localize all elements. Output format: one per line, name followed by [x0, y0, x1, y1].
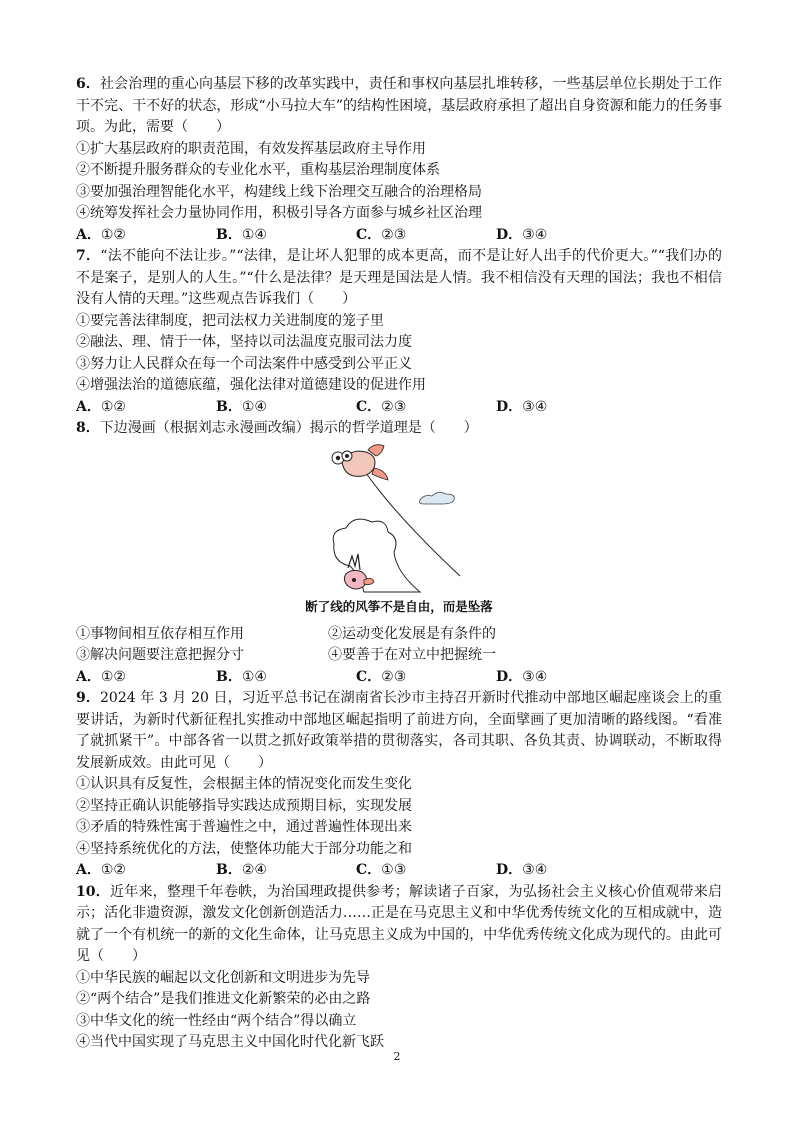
option-d[interactable]: D．③④ — [496, 398, 548, 415]
option-c[interactable]: C．②③ — [356, 226, 407, 243]
question-10-item-1: ①中华民族的崛起以文化创新和文明进步为先导 — [76, 969, 370, 986]
question-6-item-1: ①扩大基层政府的职责范围，有效发挥基层政府主导作用 — [76, 140, 426, 157]
question-8-item-1: ①事物间相互依存相互作用 — [76, 625, 244, 642]
question-7-item-4: ④增强法治的道德底蕴，强化法律对道德建设的促进作用 — [76, 377, 426, 393]
option-a[interactable]: A．①② — [76, 226, 126, 243]
question-7-item-3: ③努力让人民群众在每一个司法案件中感受到公平正义 — [76, 355, 412, 372]
question-7-item-2: ②融法、理、情于一体，坚持以司法温度克服司法力度 — [76, 334, 412, 350]
exam-page — [76, 74, 722, 1054]
question-10-text: 近年来，整理千年卷帙，为治国理政提供参考；解读诸子百家，为弘扬社会主义核心价值观带来启示；活化非遗资源，激发文化创新创造活力……正是在马克思主义和中华优秀传统文化的互相成就中，造就了一个有机统一的新的文化生命体，让马克思主义成为中国的，中华优秀传统文化成为现代的。由此可见（ ） — [76, 883, 723, 964]
question-8-text: 下边漫画（根据刘志永漫画改编）揭示的哲学道理是（ ） — [99, 420, 478, 436]
question-9-number: 9． — [76, 690, 100, 706]
option-b[interactable]: B．②④ — [216, 862, 267, 878]
question-10-item-2: ②“两个结合”是我们推进文化新繁荣的必由之路 — [76, 991, 371, 1007]
question-6-item-4: ④统筹发挥社会力量协同作用，积极引导各方面参与城乡社区治理 — [76, 205, 482, 221]
cartoon-figure — [76, 444, 722, 596]
question-9-item-2: ②坚持正确认识能够指导实践达成预期目标，实现发展 — [76, 797, 412, 814]
question-7-options — [76, 397, 722, 419]
question-7-item-1: ①要完善法律制度，把司法权力关进制度的笼子里 — [76, 312, 384, 329]
question-8-item-3: ③解决问题要注意把握分寸 — [76, 647, 244, 663]
question-9-item-3: ③矛盾的特殊性寓于普遍性之中，通过普遍性体现出来 — [76, 819, 412, 835]
goldfish-kite-icon — [332, 444, 388, 479]
question-6-item-2: ②不断提升服务群众的专业化水平，重构基层治理制度体系 — [76, 162, 440, 178]
question-9 — [76, 688, 722, 882]
question-8-item-4: ④要善于在对立中把握统一 — [328, 647, 496, 663]
question-6-stem — [76, 74, 722, 139]
option-b[interactable]: B．①④ — [216, 668, 267, 685]
option-a[interactable]: A．①② — [76, 398, 126, 415]
question-7-stem — [76, 246, 722, 311]
question-6-options — [76, 225, 722, 247]
question-6-item-3: ③要加强治理智能化水平，构建线上线下治理交互融合的治理格局 — [76, 183, 482, 200]
option-d[interactable]: D．③④ — [496, 226, 548, 243]
question-7 — [76, 246, 722, 418]
option-d[interactable]: D．③④ — [496, 668, 548, 685]
question-9-item-1: ①认识具有反复性，会根据主体的情况变化而发生变化 — [76, 776, 412, 792]
question-6-text: 社会治理的重心向基层下移的改革实践中，责任和事权向基层扎堆转移，一些基层单位长期处于工作干不完、干不好的状态，形成“小马拉大车”的结构性困境，基层政府承担了超出自身资源和能力的任务事项。为此，需要（ ） — [76, 76, 723, 135]
question-8-items-row-1 — [76, 624, 722, 646]
option-c[interactable]: C．①③ — [356, 862, 407, 878]
option-c[interactable]: C．②③ — [356, 668, 407, 685]
question-9-options — [76, 860, 722, 882]
option-b[interactable]: B．①④ — [216, 226, 267, 243]
question-8 — [76, 418, 722, 688]
page-number: 2 — [393, 1050, 401, 1063]
question-6-number: 6． — [76, 76, 101, 92]
question-10-stem — [76, 882, 722, 968]
cartoon-caption: 断了线的风筝不是自由，而是坠落 — [305, 598, 493, 614]
question-8-items-row-2 — [76, 645, 722, 667]
question-9-item-4: ④坚持系统优化的方法，使整体功能大于部分功能之和 — [76, 840, 412, 857]
option-a[interactable]: A．①② — [76, 862, 126, 878]
question-7-number: 7． — [76, 248, 101, 264]
kite-cartoon-illustration — [324, 444, 464, 596]
option-a[interactable]: A．①② — [76, 668, 126, 685]
question-8-item-2: ②运动变化发展是有条件的 — [328, 625, 496, 642]
question-8-options — [76, 667, 722, 689]
question-10-item-4: ④当代中国实现了马克思主义中国化时代化新飞跃 — [76, 1034, 384, 1050]
option-d[interactable]: D．③④ — [496, 862, 548, 878]
question-7-text: “法不能向不法让步。”“法律，是让坏人犯罪的成本更高，而不是让好人出手的代价更大。”“我们办的不是案子，是别人的人生。”“什么是法律？是天理是国法是人情。我不相信没有天理的国法；我也不相信没有人情的天理。”这些观点告诉我们（ ） — [76, 248, 722, 307]
option-c[interactable]: C．②③ — [356, 398, 407, 415]
question-8-stem — [76, 418, 722, 440]
question-9-text: 2024 年 3 月 20 日，习近平总书记在湖南省长沙市主持召开新时代推动中部地区崛起座谈会上的重要讲话，为新时代新征程扎实推动中部地区崛起指明了前进方向，全面擘画了更加清晰的路线图。“看准了就抓紧干”。中部各省一以贯之抓好政策举措的贯彻落实，各司其职、各负其责、协调联动，不断取得发展新成效。由此可见（ ） — [76, 690, 722, 771]
question-9-stem — [76, 688, 722, 774]
question-10-number: 10． — [76, 883, 110, 900]
question-10 — [76, 882, 722, 1054]
option-b[interactable]: B．①④ — [216, 398, 267, 415]
question-6 — [76, 74, 722, 246]
question-8-number: 8． — [76, 420, 100, 436]
question-10-item-3: ③中华文化的统一性经由“两个结合”得以确立 — [76, 1012, 357, 1029]
